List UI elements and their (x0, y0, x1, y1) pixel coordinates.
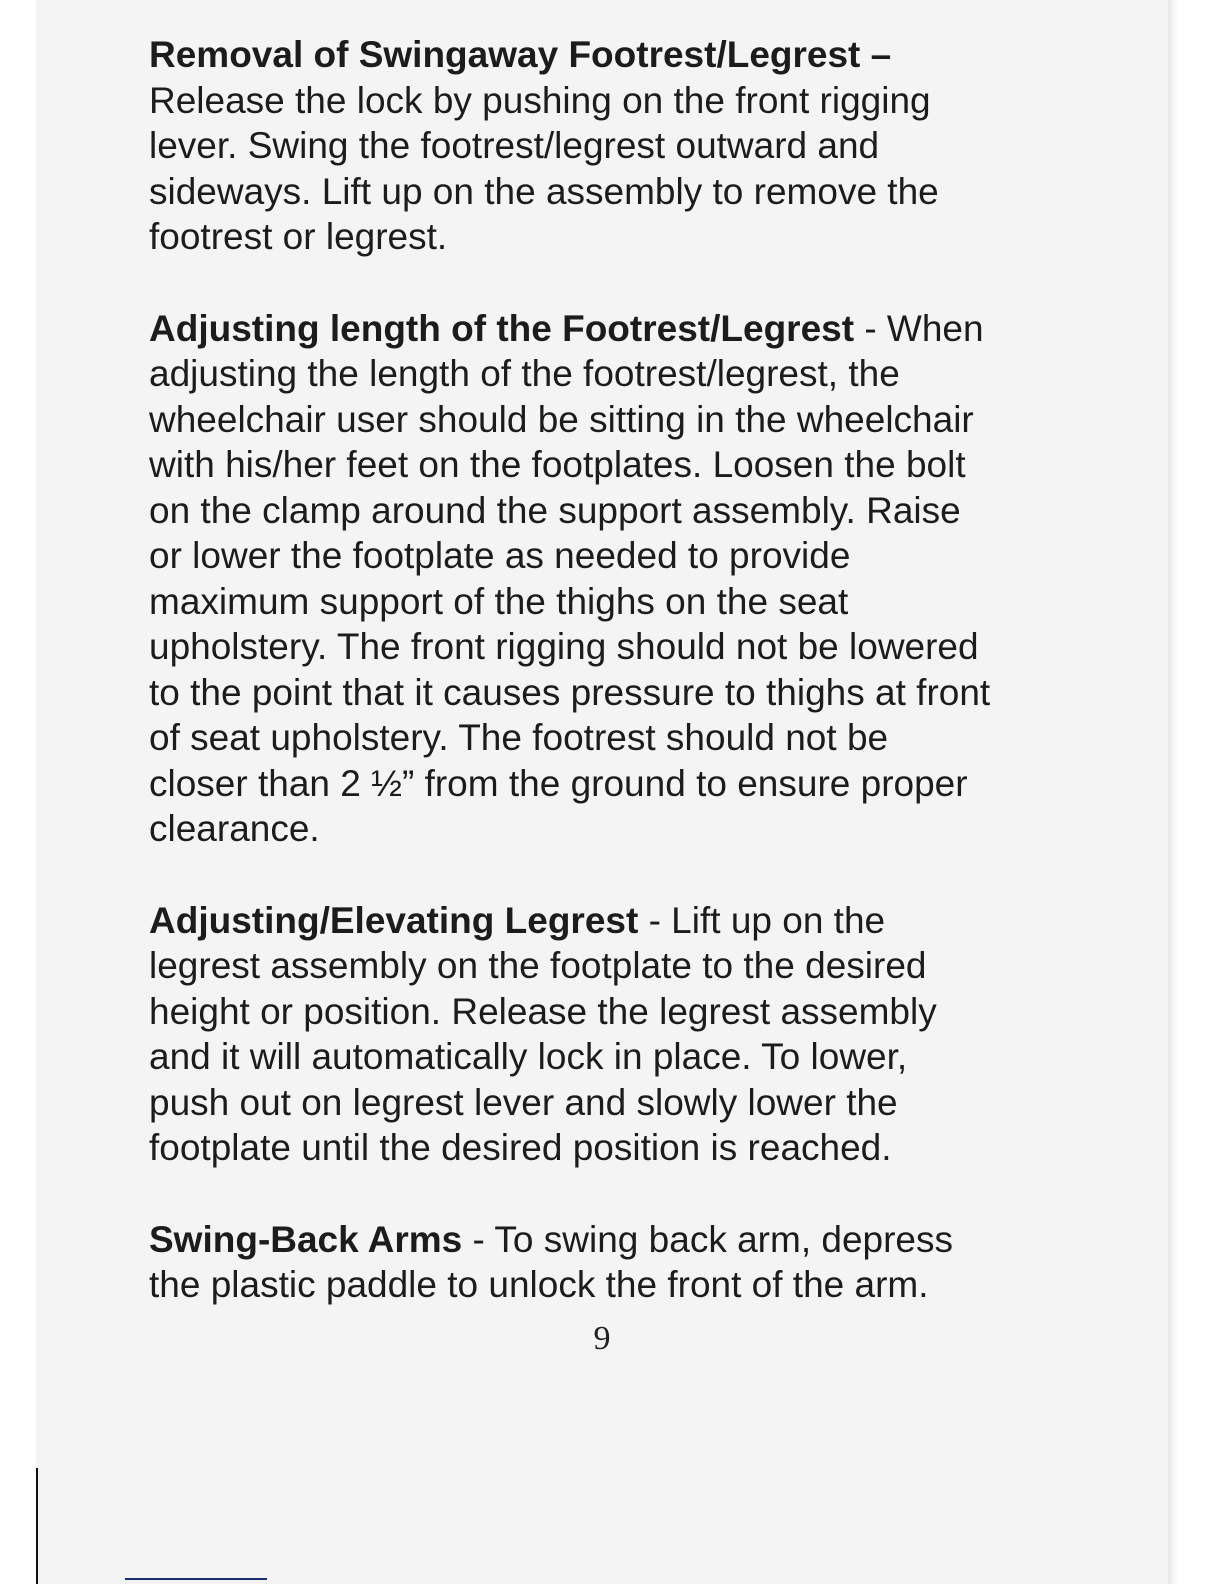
body-line: legrest assembly on the footplate to the desired (149, 945, 927, 986)
body-line: height or position. Release the legrest assembly (149, 990, 937, 1032)
section-swingaway-removal (149, 32, 1069, 260)
section-heading: Removal of Swingaway Footrest/Legrest – (149, 34, 892, 75)
body-line: adjusting the length of the footrest/legrest, the (149, 353, 900, 394)
body-line: of seat upholstery. The footrest should not be (149, 717, 889, 758)
document-page (36, 0, 1168, 1584)
body-line: footrest or legrest. (149, 216, 448, 257)
line-heading (149, 32, 1069, 78)
line-heading (149, 1217, 1069, 1263)
page-edge-shadow (1168, 0, 1178, 1584)
body-line: the plastic paddle to unlock the front of the arm. (149, 1264, 929, 1305)
body-line: upholstery. The front rigging should not be lowered (149, 626, 979, 667)
body-line: lever. Swing the footrest/legrest outward and (149, 125, 880, 166)
body-line: and it will automatically lock in place. To lower, (149, 1036, 908, 1077)
scan-artifact-underline (125, 1578, 267, 1580)
section-heading: Adjusting length of the Footrest/Legrest (149, 307, 855, 349)
body-line: push out on legrest lever and slowly lower the (149, 1081, 898, 1123)
body-line: Release the lock by pushing on the front rigging (149, 79, 931, 121)
section-elevating-legrest (149, 898, 1069, 1171)
section-lead-text: - When (854, 307, 984, 349)
section-lead-text: - To swing back arm, depress (462, 1218, 954, 1260)
section-heading: Swing-Back Arms (149, 1218, 463, 1260)
body-line: with his/her feet on the footplates. Loosen the bolt (149, 444, 966, 485)
section-lead-text: - Lift up on the (638, 899, 886, 941)
body-line: or lower the footplate as needed to provide (149, 535, 851, 576)
section-heading: Adjusting/Elevating Legrest (149, 899, 639, 941)
body-line: on the clamp around the support assembly. Raise (149, 489, 961, 531)
scan-artifact-vertical-line (36, 1468, 38, 1584)
page-number: 9 (593, 1320, 611, 1357)
body-line: to the point that it causes pressure to thighs at front (149, 671, 991, 713)
body-line: wheelchair user should be sitting in the wheelchair (149, 398, 974, 440)
body-line: closer than 2 ½” from the ground to ensure proper (149, 762, 968, 804)
section-swing-back-arms (149, 1217, 1069, 1308)
body-line: maximum support of the thighs on the seat (149, 580, 849, 622)
line-heading (149, 306, 1069, 352)
section-adjusting-length (149, 306, 1069, 852)
body-line: clearance. (149, 808, 320, 849)
line-heading (149, 898, 1069, 944)
body-line: sideways. Lift up on the assembly to remove the (149, 170, 939, 212)
document-body (149, 32, 1069, 1354)
body-line: footplate until the desired position is reached. (149, 1127, 892, 1168)
